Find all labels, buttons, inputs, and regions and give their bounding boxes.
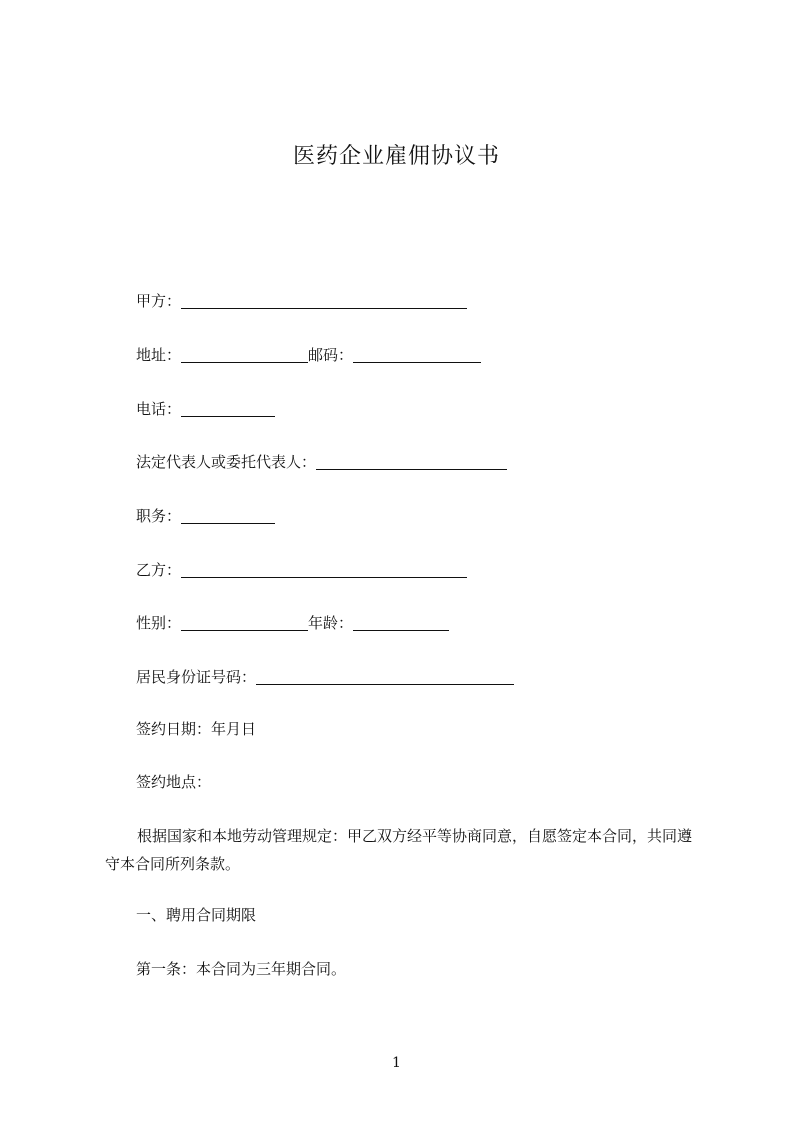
position-blank (181, 508, 275, 524)
legal-rep-label: 法定代表人或委托代表人： (136, 453, 317, 471)
phone-blank (181, 401, 275, 417)
intro-paragraph: 根据国家和本地劳动管理规定：甲乙双方经平等协商同意，自愿签定本合同，共同遵守本合同所列条款。 (105, 827, 693, 873)
sign-date-line (136, 719, 256, 739)
postcode-blank (353, 347, 481, 363)
party-a-line (136, 291, 467, 311)
id-number-blank (256, 669, 514, 685)
age-label: 年龄： (308, 614, 354, 632)
address-line (136, 345, 481, 365)
phone-label: 电话： (136, 400, 182, 418)
party-a-blank (181, 293, 467, 309)
address-label: 地址： (136, 346, 182, 364)
id-number-line (136, 667, 514, 687)
sign-place-line (136, 772, 211, 792)
gender-label: 性别： (136, 614, 182, 632)
article-1-line (136, 959, 346, 979)
id-number-label: 居民身份证号码： (136, 668, 257, 686)
age-blank (353, 615, 449, 631)
party-a-label: 甲方： (136, 292, 182, 310)
party-b-label: 乙方： (136, 561, 182, 579)
party-b-line (136, 560, 467, 580)
legal-rep-blank (316, 454, 507, 470)
phone-line (136, 399, 275, 419)
position-line (136, 506, 275, 526)
article-1: 第一条：本合同为三年期合同。 (136, 960, 347, 978)
section-1-heading-line (136, 905, 256, 925)
legal-rep-line (136, 452, 507, 472)
gender-age-line (136, 613, 449, 633)
sign-place-label: 签约地点： (136, 773, 212, 791)
party-b-blank (181, 562, 467, 578)
document-title: 医药企业雇佣协议书 (292, 144, 500, 169)
position-label: 职务： (136, 507, 182, 525)
postcode-label: 邮码： (308, 346, 354, 364)
sign-date-label: 签约日期：年月日 (136, 720, 257, 738)
address-blank (181, 347, 308, 363)
section-1-heading: 一、聘用合同期限 (136, 906, 257, 924)
gender-blank (181, 615, 308, 631)
page-number: 1 (392, 1055, 401, 1071)
